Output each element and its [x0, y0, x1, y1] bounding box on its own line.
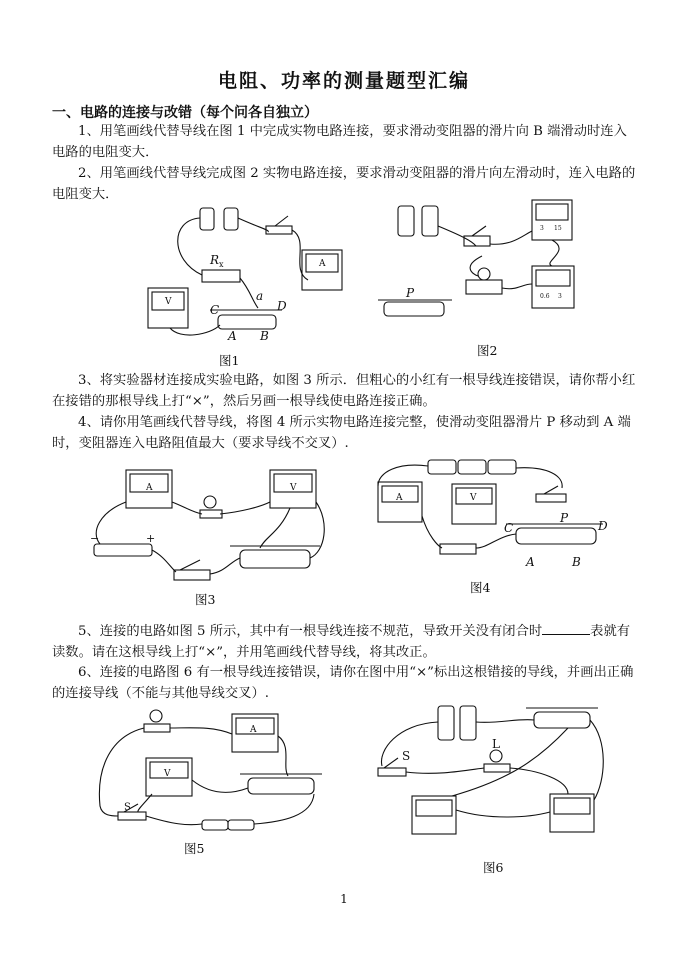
figure-3-caption: 图3 [195, 592, 216, 607]
figure-2 [372, 196, 587, 336]
fig3-ammeter-label: A [146, 483, 153, 493]
question-1: 1、用笔画线代替导线在图 1 中完成实物电路连接，要求滑动变阻器的滑片向 B 端滑动时连入电路的电阻变大． [52, 124, 627, 160]
fig6-switch-label: S [402, 749, 411, 763]
figure-2-caption: 图2 [477, 343, 498, 358]
fig1-label-d: D [277, 299, 287, 313]
figure-2-drawing [372, 196, 587, 336]
fig3-battery-plus: + [146, 532, 156, 545]
fig5-switch-label: S [124, 802, 131, 813]
fig4-label-c: C [504, 521, 514, 535]
fig1-label-B: B [260, 329, 269, 343]
fig4-ammeter-label: A [396, 493, 403, 503]
figure-5 [92, 706, 332, 836]
fig1-ammeter-label: A [319, 259, 326, 269]
question-5-text-after: 表就有读数。请在这根导线上打“×”，并用笔画线代替导线，将其改正。 [52, 624, 631, 660]
figure-4 [368, 456, 613, 574]
fig5-ammeter-label: A [250, 725, 257, 735]
question-3: 3、将实验器材连接成实验电路，如图 3 所示．但粗心的小红有一根导线连接错误，请你帮小红在接错的那根导线上打“×”，然后另画一根导线使电路连接正确。 [52, 373, 636, 409]
figure-5-caption: 图5 [184, 841, 205, 856]
question-5 [52, 620, 636, 663]
fig1-label-rx: R [210, 253, 220, 267]
fig1-label-A: A [228, 329, 237, 343]
section-heading: 一、电路的连接与改错（每个问各自独立） [52, 105, 318, 121]
figure-6-caption: 图6 [483, 860, 504, 875]
fig4-label-A: A [526, 555, 535, 569]
question-5-text-before: 5、连接的电路如图 5 所示，其中有一根导线连接不规范，导致开关没有闭合时 [78, 624, 543, 639]
fig2-scale-1: 3 [540, 225, 544, 232]
fig4-label-p: P [560, 511, 569, 525]
figure-3-drawing [80, 462, 330, 590]
fig2-scale-2: 15 [554, 225, 562, 232]
question-4: 4、请你用笔画线代替导线，将图 4 所示实物电路连接完整，使滑动变阻器滑片 P 移动到 A 端时，变阻器连入电路阻值最大（要求导线不交叉）. [52, 415, 631, 451]
question-6: 6、连接的电路图 6 有一根导线连接错误，请你在图中用“×”标出这根错接的导线，并画出正确的连接导线（不能与其他导线交叉）. [52, 665, 634, 701]
question-2: 2、用笔画线代替导线完成图 2 实物电路连接，要求滑动变阻器的滑片向左滑动时，连入电路的电阻变大． [52, 166, 636, 202]
figure-4-caption: 图4 [470, 580, 491, 595]
page-title: 电阻、功率的测量题型汇编 [217, 70, 470, 92]
fig4-label-B: B [572, 555, 581, 569]
figure-6-drawing [368, 700, 618, 850]
fig1-label-a: a [256, 289, 264, 303]
fig3-battery-minus: − [90, 532, 100, 545]
fig2-scale-3: 0.6 [540, 293, 550, 300]
fig2-label-p: P [406, 286, 415, 300]
figure-1-drawing [140, 200, 360, 350]
fig5-voltmeter-label: V [164, 769, 171, 779]
figure-6 [368, 700, 618, 850]
page-number: 1 [340, 892, 348, 906]
figure-1 [140, 200, 360, 350]
figure-3 [80, 462, 330, 590]
fig2-scale-4: 3 [558, 293, 562, 300]
figure-4-drawing [368, 456, 613, 574]
question-5-answer-blank[interactable] [542, 620, 590, 635]
fig6-lamp-label: L [492, 737, 500, 751]
fig1-voltmeter-label: V [165, 297, 172, 307]
figure-5-drawing [92, 706, 332, 836]
figure-1-caption: 图1 [219, 353, 240, 368]
fig1-label-c: C [210, 303, 220, 317]
fig4-voltmeter-label: V [470, 493, 477, 503]
fig1-label-rx-sub: x [219, 260, 224, 269]
fig3-voltmeter-label: V [290, 483, 297, 493]
fig4-label-d: D [598, 519, 608, 533]
